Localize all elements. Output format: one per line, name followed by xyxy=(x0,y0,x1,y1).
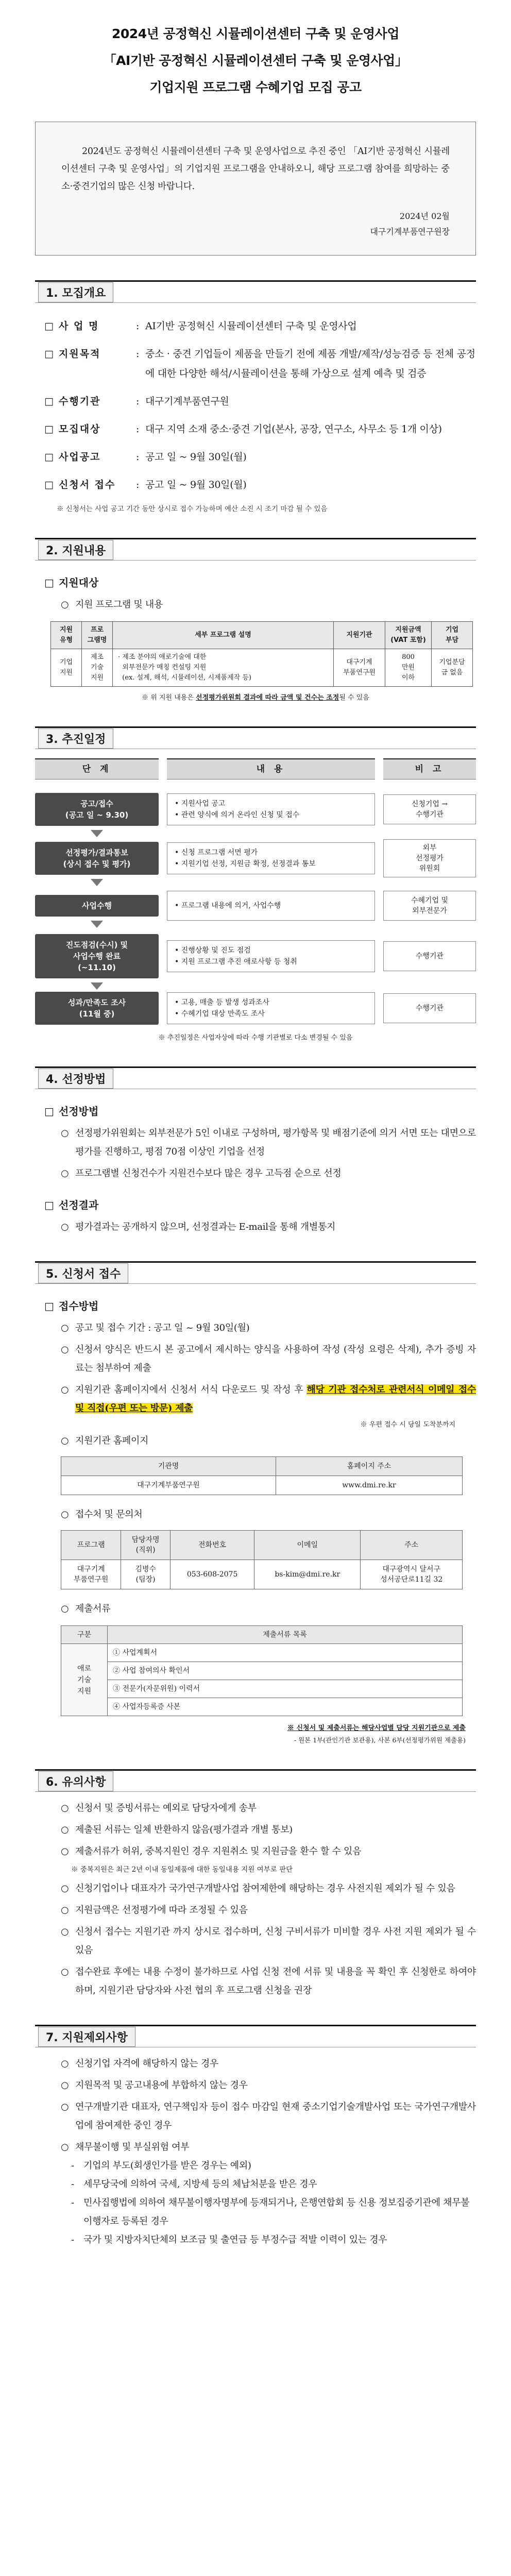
table-header: 담당자명 (직위) xyxy=(121,1531,171,1560)
overview-item xyxy=(44,344,476,383)
docs-note-copies: - 원본 1부(관인기관 보관용), 사본 6부(선정평가위원 제출용) xyxy=(294,1736,466,1744)
circle-item-text: 지원 프로그램 및 내용 xyxy=(75,599,163,610)
schedule-stage xyxy=(35,793,159,826)
table-header: 지원 유형 xyxy=(51,622,82,649)
section-4-label: 4. 선정방법 xyxy=(38,1069,113,1089)
overview-key: 사 업 명 xyxy=(59,320,99,332)
schedule-stage-text: 선정평가/결과통보 (상시 접수 및 평가) xyxy=(63,848,131,869)
circle-item xyxy=(35,2055,476,2073)
table-header: 기업 부담 xyxy=(432,622,473,649)
section-1-list xyxy=(35,316,476,513)
circle-item xyxy=(35,1381,476,1418)
schedule-stage xyxy=(35,842,159,875)
schedule-stage-text: 사업수행 xyxy=(82,901,112,910)
dash-item xyxy=(35,2175,476,2194)
schedule-header-content: 내 용 xyxy=(167,758,375,779)
circle-item xyxy=(35,1879,476,1898)
square-bullet-icon: □ xyxy=(44,1105,54,1117)
circle-bullet-icon: ○ xyxy=(61,1603,69,1614)
note-underline: 선정평가위원회 결과에 따라 금액 및 건수는 조정 xyxy=(196,694,339,702)
overview-key: 신청서 접수 xyxy=(59,479,116,490)
section-6-header xyxy=(35,1769,476,1792)
circle-bullet-icon: ○ xyxy=(61,1905,69,1916)
intro-text: 2024년도 공정혁신 시뮬레이션센터 구축 및 운영사업으로 추진 중인 「AI기반 공정혁신 시뮬레이션센터 구축 및 운영사업」의 기업지원 프로그램을 안내하오니, 해당 프로그램 참여를 희망하는 중소·중견기업의 많은 신청 바랍니다. xyxy=(61,146,450,192)
detail-line: • 지원 프로그램 추진 애로사항 등 청취 xyxy=(175,958,297,966)
sub-heading xyxy=(35,573,476,592)
colon: : xyxy=(136,396,140,407)
sub-heading xyxy=(35,1296,476,1316)
circle-item-text: 접수완료 후에는 내용 수정이 불가하므로 사업 신청 전에 서류 및 내용을 꼭 확인 후 신청한로 하여야 하며, 지원기관 담당자와 사전 협의 후 프로그램 신청을 권장 xyxy=(75,1967,476,1996)
sub-heading xyxy=(35,1195,476,1215)
circle-bullet-icon: ○ xyxy=(61,599,69,610)
overview-key: 모집대상 xyxy=(59,423,101,435)
dash-bullet: - xyxy=(71,2197,75,2208)
square-bullet-icon: □ xyxy=(44,423,54,435)
text-pre: 지원기관 홈페이지에서 신청서 서식 다운로드 및 작성 후 xyxy=(75,1384,307,1395)
sub-heading xyxy=(35,1101,476,1121)
schedule xyxy=(35,758,476,1042)
table-cell: 기업분담 금 없음 xyxy=(432,649,473,687)
dash-item xyxy=(35,2194,476,2231)
contact-table xyxy=(61,1530,463,1589)
overview-item xyxy=(44,447,476,467)
circle-item-text: 접수처 및 문의처 xyxy=(75,1509,143,1520)
table-row xyxy=(61,1560,463,1589)
title-block xyxy=(35,0,476,101)
email-link[interactable]: bs-kim@dmi.re.kr xyxy=(254,1560,361,1589)
sub-heading-text: 선정결과 xyxy=(59,1199,99,1211)
colon: : xyxy=(136,423,140,435)
circle-item-text: 신청서 접수는 지원기관 까지 상시로 접수하며, 신청 구비서류가 미비할 경우 사전 지원 제외가 될 수 있음 xyxy=(75,1926,476,1956)
section-1-header xyxy=(35,280,476,303)
square-bullet-icon: □ xyxy=(44,1199,54,1211)
overview-item xyxy=(44,475,476,495)
down-arrow-icon xyxy=(91,830,103,837)
table-header: 전화번호 xyxy=(171,1531,254,1560)
mail-note: ※ 우편 접수 시 당일 도착분까지 xyxy=(360,1421,455,1429)
table-cell-desc xyxy=(113,649,334,687)
circle-bullet-icon: ○ xyxy=(61,1168,69,1179)
colon: : xyxy=(136,348,140,360)
circle-bullet-icon: ○ xyxy=(61,1128,69,1139)
address-cell: 대구광역시 달서구 성서공단로11길 32 xyxy=(361,1560,463,1589)
sub-heading-text: 선정방법 xyxy=(59,1105,99,1117)
overview-value: 공고 일 ~ 9월 30일(월) xyxy=(145,451,247,463)
detail-line: • 고용, 매출 등 발생 성과조사 xyxy=(175,998,269,1007)
circle-item xyxy=(35,1432,476,1450)
square-bullet-icon: □ xyxy=(44,348,54,360)
circle-bullet-icon: ○ xyxy=(61,1926,69,1937)
schedule-note: ※ 추진일정은 사업자상에 따라 수행 기관별로 다소 변경될 수 있음 xyxy=(158,1034,353,1042)
table-row xyxy=(61,1662,463,1680)
dash-item-text: 국가 및 지방자치단체의 보조금 및 출연금 등 부정수급 적발 이력이 있는 경우 xyxy=(83,2234,387,2245)
circle-item xyxy=(35,1341,476,1378)
desc-line: · 제조 분야의 애로기술에 대한 xyxy=(118,653,207,661)
section-7-header xyxy=(35,2025,476,2047)
circle-bullet-icon: ○ xyxy=(61,2142,69,2153)
dash-item xyxy=(35,2231,476,2249)
schedule-detail xyxy=(167,891,375,921)
intro-org: 대구기계부품연구원장 xyxy=(370,227,450,236)
title-line-1: 2024년 공정혁신 시뮬레이션센터 구축 및 운영사업 xyxy=(112,26,399,41)
sub-heading-text: 접수방법 xyxy=(59,1300,99,1312)
section-7-label: 7. 지원제외사항 xyxy=(38,2027,135,2047)
table-header-row xyxy=(61,1531,463,1560)
table-header: 홈페이지 주소 xyxy=(276,1457,462,1476)
dash-bullet: - xyxy=(71,2234,75,2245)
overview-value: AI기반 공정혁신 시뮬레이션센터 구축 및 운영사업 xyxy=(145,320,357,332)
detail-line: • 프로그램 내용에 의거, 사업수행 xyxy=(175,902,281,910)
docs-category: 애로 기술 지원 xyxy=(61,1644,108,1716)
square-bullet-icon: □ xyxy=(44,479,54,490)
square-bullet-icon: □ xyxy=(44,451,54,463)
table-header-row xyxy=(51,622,473,649)
colon: : xyxy=(136,451,140,463)
schedule-stage-text: 공고/접수 (공고 일 ~ 9.30) xyxy=(65,799,129,820)
circle-bullet-icon: ○ xyxy=(61,1384,69,1395)
schedule-detail xyxy=(167,793,375,825)
table-cell: 제조 기술 지원 xyxy=(82,649,113,687)
dash-bullet: - xyxy=(71,2160,75,2171)
circle-bullet-icon: ○ xyxy=(61,1803,69,1814)
circle-item xyxy=(35,2138,476,2157)
section-4-header xyxy=(35,1066,476,1089)
section-3-header xyxy=(35,726,476,749)
section-3-label: 3. 추진일정 xyxy=(38,728,113,749)
documents-table xyxy=(61,1625,463,1716)
circle-item xyxy=(35,1799,476,1818)
table-header: 이메일 xyxy=(254,1531,361,1560)
circle-item xyxy=(35,1842,476,1861)
circle-item xyxy=(35,1963,476,2000)
circle-bullet-icon: ○ xyxy=(61,2058,69,2069)
overview-value: 중소 · 중견 기업들이 제품을 만들기 전에 제품 개발/제작/성능검증 등 전체 공정에 대한 다양한 해석/시뮬레이션을 통해 가상으로 설계 예측 및 검증 xyxy=(145,348,475,379)
section-6-label: 6. 유의사항 xyxy=(38,1771,113,1791)
desc-line: (ex. 설계, 해석, 시뮬레이션, 시제품제작 등) xyxy=(118,674,251,682)
down-arrow-icon xyxy=(91,879,103,886)
table-cell: 김병수 (팀장) xyxy=(121,1560,171,1589)
schedule-agent: 외부 선정평가 위원회 xyxy=(383,839,476,877)
section-2-label: 2. 지원내용 xyxy=(38,540,113,560)
down-arrow-icon xyxy=(91,921,103,928)
schedule-stage-text: 성과/만족도 조사 (11월 중) xyxy=(67,998,126,1019)
overview-item xyxy=(44,392,476,411)
circle-item-text xyxy=(75,1381,476,1418)
circle-item xyxy=(35,1901,476,1920)
overview-value: 대구 지역 소재 중소·중견 기업(본사, 공장, 연구소, 사무소 등 1개 이상) xyxy=(145,423,442,435)
phone-cell: 053-608-2075 xyxy=(171,1560,254,1589)
table-header: 프로그램 xyxy=(61,1531,121,1560)
homepage-table xyxy=(61,1456,463,1495)
circle-item-text: 제출서류가 허위, 중복지원인 경우 지원취소 및 지원금을 환수 할 수 있음 xyxy=(75,1846,362,1857)
table-row xyxy=(61,1476,463,1495)
table-header: 지원기관 xyxy=(334,622,385,649)
table-header-row xyxy=(61,1457,463,1476)
docs-item: ④ 사업자등록증 사본 xyxy=(108,1698,463,1716)
circle-item xyxy=(35,596,476,614)
overview-item xyxy=(44,419,476,439)
table-cell: 기업 지원 xyxy=(51,649,82,687)
schedule-detail xyxy=(167,842,375,874)
table-row xyxy=(61,1680,463,1698)
circle-bullet-icon: ○ xyxy=(61,1846,69,1857)
circle-item xyxy=(35,2098,476,2135)
circle-item xyxy=(35,2076,476,2095)
circle-item-text: 공고 및 접수 기간 : 공고 일 ~ 9월 30일(월) xyxy=(75,1323,250,1333)
circle-item xyxy=(35,1821,476,1839)
schedule-header-note: 비 고 xyxy=(383,758,476,779)
dash-item-text: 민사집행법에 의하여 채무불이행자명부에 등재되거나, 은행연합회 등 신용 정보집중기관에 채무불이행자로 등록된 경우 xyxy=(83,2197,470,2227)
circle-item-text: 지원목적 및 공고내용에 부합하지 않는 경우 xyxy=(75,2080,248,2091)
table-cell: 800 만원 이하 xyxy=(385,649,432,687)
circle-item xyxy=(35,1505,476,1524)
table-row xyxy=(51,649,473,687)
colon: : xyxy=(136,479,140,490)
detail-line: • 지원사업 공고 xyxy=(175,800,226,808)
circle-bullet-icon: ○ xyxy=(61,1824,69,1835)
dash-item-text: 세무당국에 의하여 국세, 지방세 등의 체납처분을 받은 경우 xyxy=(83,2179,317,2190)
schedule-header-stage: 단 계 xyxy=(35,758,159,779)
schedule-agent: 수행기관 xyxy=(383,993,476,1023)
note-post: 될 수 있음 xyxy=(339,694,369,702)
table-header: 지원금액 (VAT 포함) xyxy=(385,622,432,649)
highlighted-text: 해당 기관 접수처로 관련서식 이메일 접수 및 직접(우편 또는 방문) 제출 xyxy=(75,1384,476,1414)
schedule-row xyxy=(35,934,476,978)
docs-note: ※ 신청서 및 제출서류는 해당사업별 담당 지원기관으로 제출 xyxy=(287,1724,466,1732)
detail-line: • 지원기업 선정, 지원금 확정, 선정결과 통보 xyxy=(175,860,316,868)
homepage-link[interactable]: www.dmi.re.kr xyxy=(276,1476,462,1495)
overview-value: 공고 일 ~ 9월 30일(월) xyxy=(145,479,247,490)
schedule-row xyxy=(35,839,476,877)
table-header: 프로 그램명 xyxy=(82,622,113,649)
title-line-2: 「AI기반 공정혁신 시뮬레이션센터 구축 및 운영사업」 xyxy=(103,53,408,68)
circle-bullet-icon: ○ xyxy=(61,1344,69,1355)
schedule-stage xyxy=(35,895,159,917)
schedule-header xyxy=(35,758,476,779)
table-cell: 대구기계부품연구원 xyxy=(61,1476,276,1495)
table-header: 주소 xyxy=(361,1531,463,1560)
table-row xyxy=(61,1644,463,1662)
schedule-row xyxy=(35,891,476,921)
schedule-row xyxy=(35,992,476,1025)
circle-bullet-icon: ○ xyxy=(61,2080,69,2091)
circle-item xyxy=(35,1319,476,1337)
circle-item-text: 신청기업 자격에 해당하지 않는 경우 xyxy=(75,2058,219,2069)
circle-bullet-icon: ○ xyxy=(61,1967,69,1977)
schedule-detail xyxy=(167,992,375,1024)
overview-key: 사업공고 xyxy=(59,451,101,463)
detail-line: • 신청 프로그램 서면 평가 xyxy=(175,849,258,857)
section-6-list xyxy=(35,1799,476,2000)
circle-item-text: 선정평가위원회는 외부전문가 5인 이내로 구성하며, 평가항목 및 배점기준에 의거 서면 또는 대면으로 평가를 진행하고, 평점 70점 이상인 기업을 선정 xyxy=(75,1128,476,1157)
table-header: 구분 xyxy=(61,1626,108,1644)
dash-item xyxy=(35,2157,476,2175)
square-bullet-icon: □ xyxy=(44,396,54,407)
table-header: 세부 프로그램 설명 xyxy=(113,622,334,649)
overview-key: 지원목적 xyxy=(59,348,101,360)
docs-item: ③ 전문가(자문위원) 이력서 xyxy=(108,1680,463,1698)
circle-item xyxy=(35,1124,476,1161)
detail-line: • 관련 양식에 의거 온라인 신청 및 접수 xyxy=(175,811,300,819)
circle-bullet-icon: ○ xyxy=(61,1509,69,1520)
section-5-header xyxy=(35,1261,476,1284)
overview-value: 대구기계부품연구원 xyxy=(145,396,229,407)
circle-bullet-icon: ○ xyxy=(61,1435,69,1446)
schedule-agent: 신청기업 → 수행기관 xyxy=(383,794,476,824)
circle-item-text: 제출된 서류는 일체 반환하지 않음(평가결과 개별 통보) xyxy=(75,1824,293,1835)
overview-item xyxy=(44,316,476,336)
docs-item: ① 사업계획서 xyxy=(108,1644,463,1662)
section-5-label: 5. 신청서 접수 xyxy=(38,1263,128,1283)
circle-item-text: 평가결과는 공개하지 않으며, 선정결과는 E-mail을 통해 개별통지 xyxy=(75,1222,336,1232)
table-cell: 대구기계 부품연구원 xyxy=(61,1560,121,1589)
duplicate-note: ※ 중복지원은 최근 2년 이내 동일제품에 대한 동일내용 지원 여부로 판단 xyxy=(71,1866,293,1874)
note-pre: ※ 위 지원 내용은 xyxy=(142,694,196,702)
circle-item-text: 연구개발기관 대표자, 연구책임자 등이 접수 마감일 현재 중소기업기술개발사업 또는 국가연구개발사업에 참여제한 중인 경우 xyxy=(75,2102,476,2131)
circle-item-text: 지원기관 홈페이지 xyxy=(75,1435,149,1446)
dash-bullet: - xyxy=(71,2179,75,2190)
table-cell: 대구기계 부품연구원 xyxy=(334,649,385,687)
circle-bullet-icon: ○ xyxy=(61,2102,69,2112)
circle-item-text: 신청서 양식은 반드시 본 공고에서 제시하는 양식을 사용하여 작성 (작성 요령은 삭제), 추가 증빙 자료는 첨부하여 제출 xyxy=(75,1344,476,1374)
intro-box xyxy=(35,122,476,256)
square-bullet-icon: □ xyxy=(44,577,54,589)
circle-item-text: 프로그램별 신청건수가 지원건수보다 많은 경우 고득점 순으로 선정 xyxy=(75,1168,342,1179)
circle-bullet-icon: ○ xyxy=(61,1323,69,1333)
schedule-detail xyxy=(167,940,375,972)
table-row xyxy=(61,1698,463,1716)
sub-heading-text: 지원대상 xyxy=(59,577,99,589)
section-1-note: ※ 신청서는 사업 공고 기간 동안 상시로 접수 가능하며 예산 소진 시 조기 마감 될 수 있음 xyxy=(57,505,328,513)
circle-item-text: 지원금액은 선정평가에 따라 조정될 수 있음 xyxy=(75,1905,248,1916)
circle-item-text: 신청기업이나 대표자가 국가연구개발사업 참여제한에 해당하는 경우 사전지원 제외가 될 수 있음 xyxy=(75,1883,455,1894)
docs-item: ② 사업 참여의사 확인서 xyxy=(108,1662,463,1680)
title-line-3: 기업지원 프로그램 수혜기업 모집 공고 xyxy=(149,80,362,95)
detail-line: • 수혜기업 대상 만족도 조사 xyxy=(175,1010,265,1018)
circle-bullet-icon: ○ xyxy=(61,1883,69,1894)
section-1-label: 1. 모집개요 xyxy=(38,282,113,302)
schedule-stage xyxy=(35,934,159,978)
circle-item xyxy=(35,1600,476,1618)
detail-line: • 진행상황 및 진도 점검 xyxy=(175,946,251,955)
schedule-agent: 수행기관 xyxy=(383,941,476,971)
dash-item-text: 기업의 부도(회생인가를 받은 경우는 예외) xyxy=(83,2160,251,2171)
schedule-row xyxy=(35,793,476,826)
circle-item xyxy=(35,1218,476,1236)
support-table xyxy=(50,621,473,687)
square-bullet-icon: □ xyxy=(44,320,54,332)
table-header-row xyxy=(61,1626,463,1644)
colon: : xyxy=(136,320,140,332)
circle-item-text: 제출서류 xyxy=(75,1603,111,1614)
schedule-agent: 수혜기업 및 외부전문가 xyxy=(383,891,476,921)
circle-bullet-icon: ○ xyxy=(61,1222,69,1232)
intro-date: 2024년 02월 xyxy=(399,211,450,221)
desc-line: 외부전문가 매칭 컨설팅 지원 xyxy=(118,664,207,671)
schedule-stage-text: 진도점검(수시) 및 사업수행 완료 (~11.10) xyxy=(65,940,128,972)
square-bullet-icon: □ xyxy=(44,1300,54,1312)
circle-item-text: 채무불이행 및 부실위험 여부 xyxy=(75,2142,190,2153)
schedule-stage xyxy=(35,992,159,1025)
table-header: 기관명 xyxy=(61,1457,276,1476)
support-table-note xyxy=(35,692,476,702)
overview-key: 수행기관 xyxy=(59,396,101,407)
section-7-list xyxy=(35,2055,476,2249)
circle-item xyxy=(35,1164,476,1183)
circle-item xyxy=(35,1923,476,1960)
section-2-header xyxy=(35,538,476,561)
down-arrow-icon xyxy=(91,982,103,990)
circle-item-text: 신청서 및 증빙서류는 예외로 담당자에게 송부 xyxy=(75,1803,257,1814)
table-header: 제출서류 목록 xyxy=(108,1626,463,1644)
